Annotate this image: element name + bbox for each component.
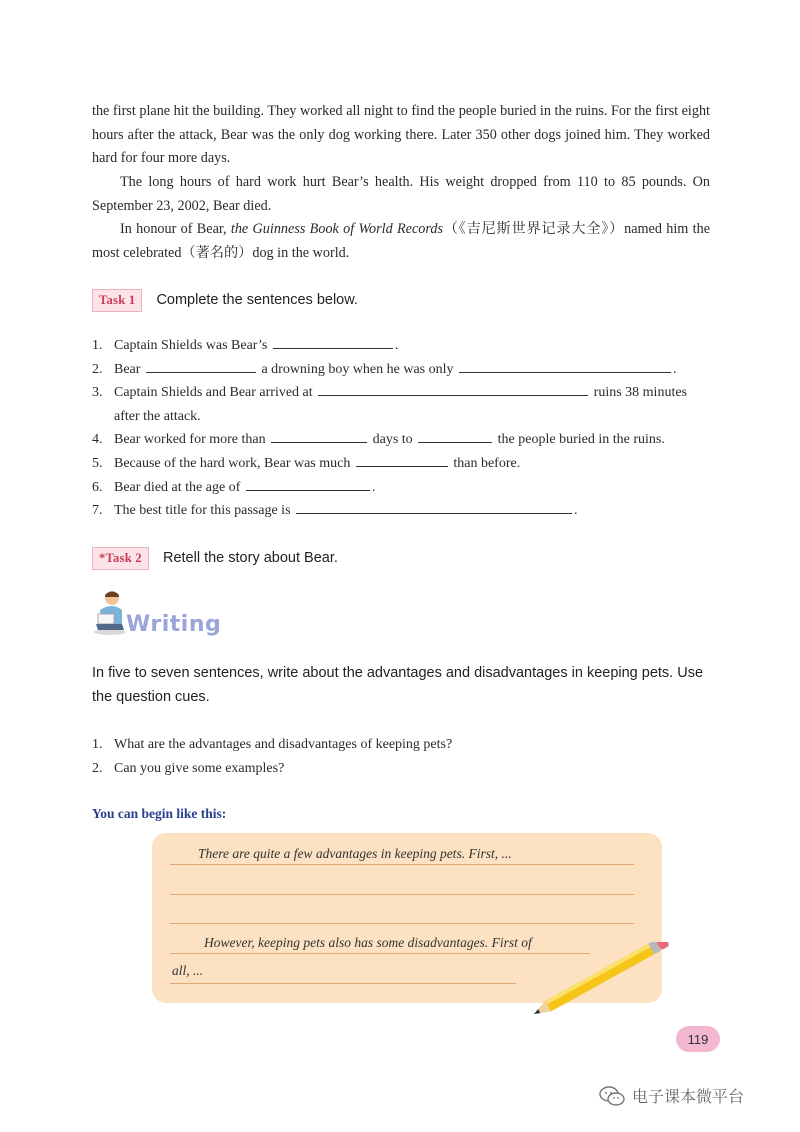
item-text: Bear worked for more than [114,432,266,448]
item-number: 5. [92,455,103,471]
list-item [92,428,712,452]
writing-prompt: In five to seven sentences, write about the advantages and disadvantages in keeping pets. Use the question cues. [92,665,704,705]
item-number: 2. [92,760,103,776]
item-text: after the attack. [114,408,201,424]
answer-blank[interactable] [271,428,367,443]
item-number: 6. [92,479,103,495]
item-number: 1. [92,338,103,353]
item-number: 4. [92,432,103,448]
task1-header [92,286,358,314]
writing-line[interactable] [170,864,634,865]
item-text: Captain Shields was Bear’s [114,338,268,353]
list-item [92,334,712,358]
story-paragraph-2: The long hours of hard work hurt Bear’s health. His weight dropped from 110 to 85 pounds. On September 23, 2002, Bear died. [92,174,710,214]
item-text: ruins 38 minutes [593,385,688,401]
story-paragraph-3 [92,218,710,265]
task2-header [92,544,338,572]
story-p3-before: In honour of Bear, [120,221,231,237]
answer-blank[interactable] [356,452,448,467]
list-item [92,358,712,382]
task2-badge: *Task 2 [92,547,149,570]
item-text: The best title for this passage is [114,503,291,519]
list-item-continued [92,405,712,429]
item-number: 1. [92,737,103,752]
answer-blank[interactable] [246,476,370,491]
watermark-text: 电子课本微平台 [632,1087,745,1106]
answer-blank[interactable] [273,334,393,349]
writing-questions [92,733,712,780]
list-item [92,452,712,476]
item-text: days to [372,432,413,448]
story-p3-after: （《吉尼斯世界记录大全》）named him the most celebrated（著名的）dog in the world. [92,221,710,261]
list-item [92,381,712,405]
item-text: Bear [114,361,141,377]
list-item [92,476,712,500]
list-item [92,757,712,781]
item-text: . [394,338,399,353]
sample-sentence-2: However, keeping pets also has some disadvantages. First of [204,935,532,950]
item-text: Bear died at the age of [114,479,241,495]
answer-blank[interactable] [418,428,492,443]
answer-blank[interactable] [296,499,572,514]
task1-badge: Task 1 [92,289,142,312]
writing-line[interactable] [170,894,634,895]
item-text: a drowning boy when he was only [261,361,454,377]
begin-label: You can begin like this: [92,806,227,821]
item-text: . [673,361,677,377]
story-paragraph-1: the first plane hit the building. They worked all night to find the people buried in the ruins. For the first eight hours after the attack, Bear was the only dog working there. Later 350 other dogs joined him. They worked hard for four more days. [92,103,710,166]
page-number: 119 [676,1026,720,1052]
item-text: Because of the hard work, Bear was much [114,455,351,471]
answer-blank[interactable] [146,358,256,373]
item-text: Captain Shields and Bear arrived at [114,385,313,401]
item-text: than before. [453,455,521,471]
item-text: Can you give some examples? [114,760,285,776]
item-text: . [371,479,376,495]
reading-child-icon [92,588,128,636]
pencil-icon [524,942,674,1024]
task2-instruction: Retell the story about Bear. [162,550,338,566]
watermark [598,1084,744,1107]
task1-instruction: Complete the sentences below. [156,292,358,308]
list-item [92,499,712,523]
answer-blank[interactable] [318,381,588,396]
wechat-icon [598,1085,626,1107]
list-item [92,733,712,757]
writing-line[interactable] [170,983,516,984]
item-number: 3. [92,385,103,401]
book-title: the Guinness Book of World Records [230,221,443,237]
item-text: . [574,503,578,519]
writing-section-title: Writing [126,612,222,637]
sample-sentence-3: all, ... [172,963,204,978]
sample-sentence-1: There are quite a few advantages in keeping pets. First, ... [198,846,512,861]
item-text: the people buried in the ruins. [497,432,665,448]
writing-line[interactable] [170,923,634,924]
item-number: 2. [92,361,103,377]
item-text: What are the advantages and disadvantages of keeping pets? [114,737,453,752]
item-number: 7. [92,503,103,519]
task1-list [92,334,712,523]
answer-blank[interactable] [459,358,671,373]
